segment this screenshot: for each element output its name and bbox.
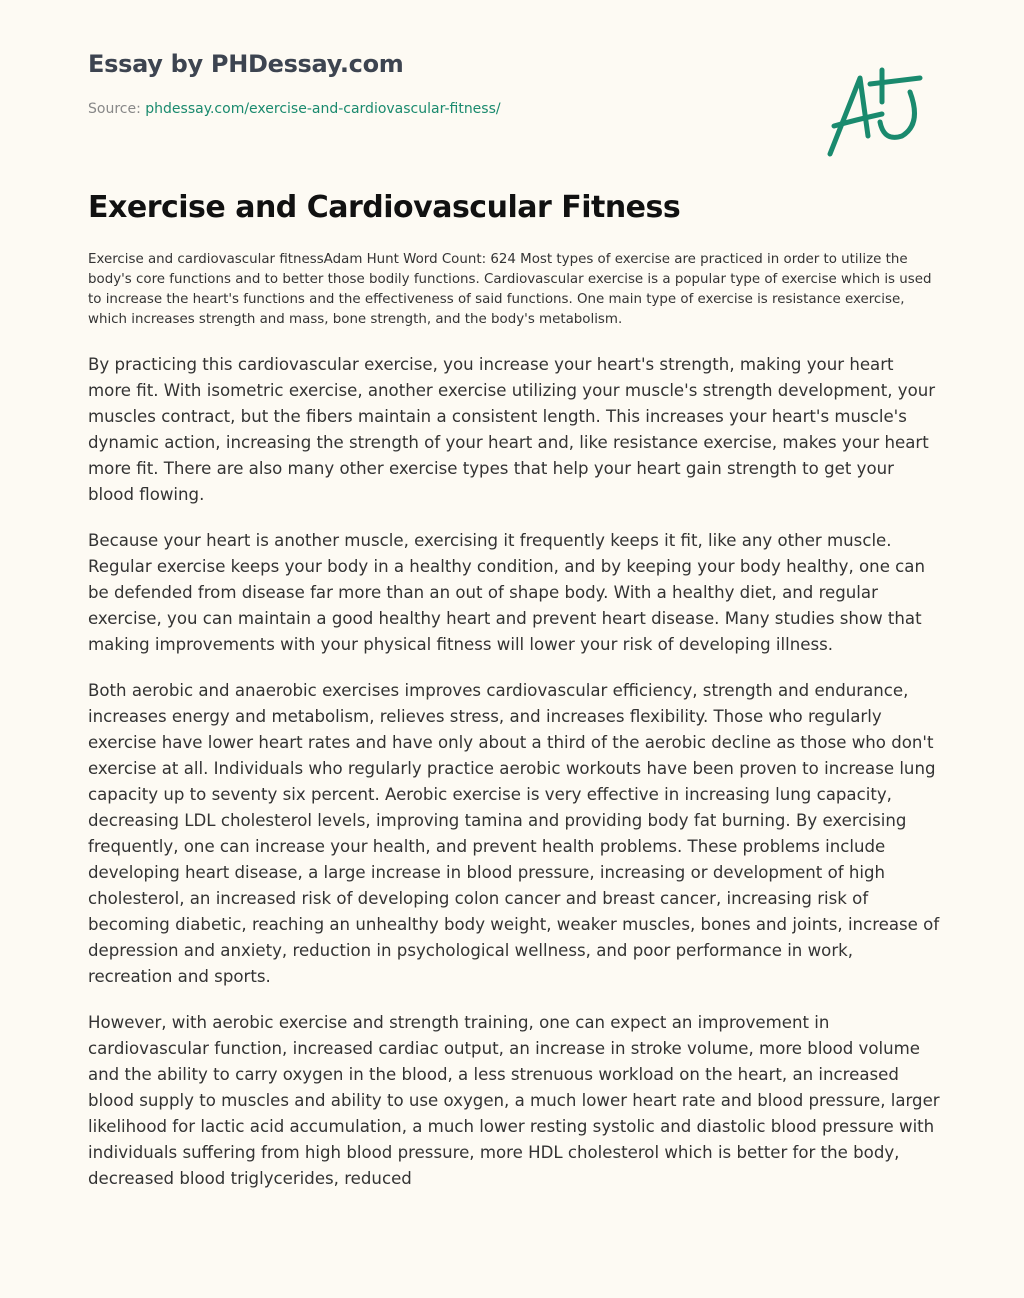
essay-paragraph: By practicing this cardiovascular exercise, you increase your heart's strength, making your heart more fit. With isometric exercise, another exercise utilizing your muscle's strength development, your muscles contract, but the fibers maintain a consistent length. This increases your heart's muscle's dynamic action, increasing the strength of your heart and, like resistance exercise, makes your heart more fit. There are also many other exercise types that help your heart gain strength to get your blood flowing. — [88, 355, 936, 504]
essay-body — [88, 250, 940, 1212]
essay-paragraph: However, with aerobic exercise and strength training, one can expect an improvement in cardiovascular function, increased cardiac output, an increase in stroke volume, more blood volume and the ability to carry oxygen in the blood, a less strenuous workload on the heart, an increased blood supply to muscles and ability to use oxygen, a much lower heart rate and blood pressure, larger likelihood for lactic acid accumulation, a much lower resting systolic and diastolic blood pressure with individuals suffering from high blood pressure, more HDL cholesterol which is better for the body, decreased blood triglycerides, reduced — [88, 1013, 940, 1188]
a-plus-logo-icon — [820, 64, 930, 164]
essay-paragraph: Both aerobic and anaerobic exercises improves cardiovascular efficiency, strength and endurance, increases energy and metabolism, relieves stress, and increases flexibility. Those who regularly exercise have lower heart rates and have only about a third of the aerobic decline as those who don't exercise at all. Individuals who regularly practice aerobic workouts have been proven to increase lung capacity up to seventy six percent. Aerobic exercise is very effective in increasing lung capacity, decreasing LDL cholesterol levels, improving tamina and providing body fat burning. By exercising frequently, one can increase your health, and prevent health problems. These problems include developing heart disease, a large increase in blood pressure, increasing or development of high cholesterol, an increased risk of developing colon cancer and breast cancer, increasing risk of becoming diabetic, reaching an unhealthy body weight, weaker muscles, bones and joints, increase of depression and anxiety, reduction in psychological wellness, and poor performance in work, recreation and sports. — [88, 681, 940, 986]
essay-intro: Exercise and cardiovascular fitnessAdam Hunt Word Count: 624 Most types of exercise are practiced in order to utilize the body's core functions and to better those bodily functions. Cardiovascular exercise is a popular type of exercise which is used to increase the heart's functions and the effectiveness of said functions. One main type of exercise is resistance exercise, which increases strength and mass, bone strength, and the body's metabolism. — [88, 252, 932, 327]
essay-paragraph: Because your heart is another muscle, exercising it frequently keeps it fit, like any other muscle. Regular exercise keeps your body in a healthy condition, and by keeping your body healthy, one can be defended from disease far more than an out of shape body. With a healthy diet, and regular exercise, you can maintain a good healthy heart and prevent heart disease. Many studies show that making improvements with your physical fitness will lower your risk of developing illness. — [88, 531, 925, 654]
source-label: Source: — [88, 101, 141, 117]
source-line — [88, 101, 501, 117]
source-link[interactable]: phdessay.com/exercise-and-cardiovascular-fitness/ — [145, 101, 501, 117]
essay-title: Exercise and Cardiovascular Fitness — [88, 190, 681, 225]
site-title: Essay by PHDessay.com — [88, 50, 404, 78]
